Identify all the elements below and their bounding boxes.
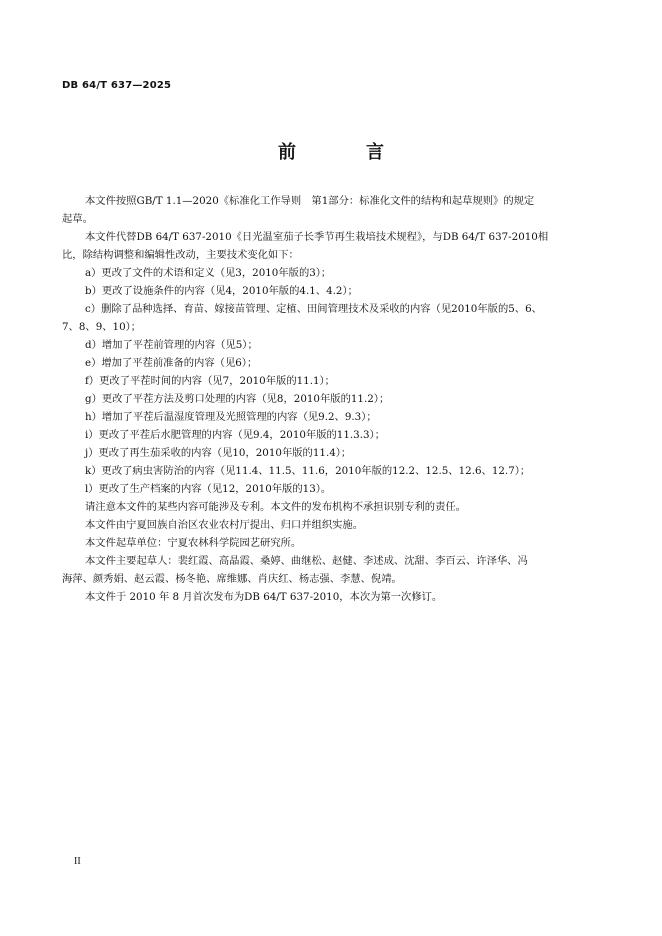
text-line: 起草。 <box>62 213 93 225</box>
text-line: 本文件代替DB 64/T 637-2010《日光温室茄子长季节再生栽培技术规程》，与DB 64/T 637-2010相 <box>85 231 549 243</box>
text-line: c）删除了品种选择、育苗、嫁接苗管理、定植、田间管理技术及采收的内容（见2010年版的5、6、 <box>85 303 542 315</box>
text-line: h）增加了平茬后温湿度管理及光照管理的内容（见9.2、9.3）； <box>85 411 377 423</box>
text-line: 本文件起草单位：宁夏农林科学院园艺研究所。 <box>85 537 302 549</box>
page-title: 前 言 <box>278 142 410 163</box>
text-line: b）更改了设施条件的内容（见4，2010年版的4.1、4.2）； <box>85 285 358 297</box>
text-line: 请注意本文件的某些内容可能涉及专利。本文件的发布机构不承担识别专利的责任。 <box>85 501 466 513</box>
text-line: j）更改了再生茄采收的内容（见10，2010年版的11.4）； <box>85 447 352 459</box>
text-line: 海萍、颜秀娟、赵云霞、杨冬艳、席维娜、肖庆红、杨志强、李慧、倪靖。 <box>62 573 402 585</box>
text-line: e）增加了平茬前准备的内容（见6）； <box>85 357 258 369</box>
text-line: a）更改了文件的术语和定义（见3，2010年版的3）； <box>85 267 332 279</box>
text-line: 本文件按照GB/T 1.1—2020《标准化工作导则 第1部分：标准化文件的结构和起草规则》的规定 <box>85 195 535 207</box>
text-line: d）增加了平茬前管理的内容（见5）； <box>85 339 258 351</box>
text-line: l）更改了生产档案的内容（见12，2010年版的13）。 <box>85 483 332 495</box>
foreword-body <box>62 192 600 606</box>
text-line: 本文件由宁夏回族自治区农业农村厅提出、归口并组织实施。 <box>85 519 364 531</box>
text-line: i）更改了平茬后水肥管理的内容（见9.4，2010年版的11.3.3）； <box>85 429 386 441</box>
text-line: k）更改了病虫害防治的内容（见11.4、11.5、11.6，2010年版的12.2、12.5、12.6、12.7）； <box>85 465 531 477</box>
text-line: 本文件于 2010 年 8 月首次发布为DB 64/T 637-2010，本次为第一次修订。 <box>85 591 443 603</box>
text-line: 7、8、9、10）； <box>62 321 142 333</box>
text-line: 比，除结构调整和编辑性改动，主要技术变化如下： <box>62 249 299 261</box>
page-number: II <box>74 856 81 867</box>
text-line: g）更改了平茬方法及剪口处理的内容（见8，2010年版的11.2）； <box>85 393 390 405</box>
text-line: 本文件主要起草人：裴红霞、高晶霞、桑婷、曲继松、赵健、李述成、沈甜、李百云、许泽华、冯 <box>85 555 528 567</box>
text-line: f）更改了平茬时间的内容（见7，2010年版的11.1）； <box>85 375 335 387</box>
document-code: DB 64/T 637—2025 <box>62 80 172 91</box>
